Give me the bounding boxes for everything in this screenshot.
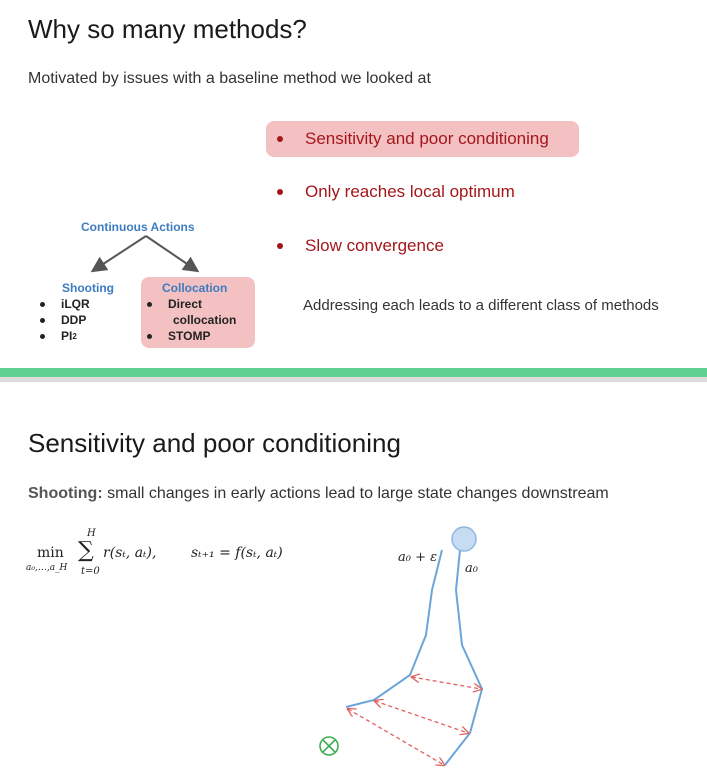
trajectory-nominal	[445, 550, 482, 765]
equation-sum-top: H	[87, 528, 96, 539]
slide2-title: Sensitivity and poor conditioning	[28, 428, 401, 458]
equation-min: min	[37, 545, 64, 561]
bullet-item-sensitivity	[277, 129, 549, 149]
bullet-dot-icon	[40, 302, 45, 307]
tree-shooting-item: PI 2	[40, 329, 77, 343]
label-nominal-action: a₀	[465, 561, 478, 576]
bullet-dot-icon	[40, 318, 45, 323]
slide2-body	[28, 485, 609, 503]
bullet-item-local-optimum	[277, 182, 515, 202]
goal-icon	[320, 737, 338, 755]
slide1-title: Why so many methods?	[28, 14, 307, 44]
bullet-dot-icon	[147, 302, 152, 307]
bullet-label: Sensitivity and poor conditioning	[305, 129, 549, 148]
bullet-dot-icon	[277, 243, 283, 249]
tree-branches	[80, 232, 210, 276]
tree-root-label: Continuous Actions	[81, 220, 195, 234]
tree-shooting-item: DDP	[40, 313, 86, 327]
bullet-dot-icon	[277, 189, 283, 195]
tree-branch-right	[146, 236, 196, 270]
slide2-body-rest: small changes in early actions lead to large state changes downstream	[102, 485, 609, 502]
start-state-icon	[452, 527, 476, 551]
trajectory-perturbed	[346, 550, 442, 707]
tree-collocation-label: Collocation	[162, 281, 228, 295]
tree-collocation-item: STOMP	[147, 329, 210, 343]
slide1-note: Addressing each leads to a different class of methods	[303, 297, 659, 314]
slide1-subtitle: Motivated by issues with a baseline method we looked at	[28, 70, 431, 87]
bullet-label: Slow convergence	[305, 236, 444, 255]
trajectory-diagram	[300, 515, 520, 778]
tree-shooting-item: iLQR	[40, 297, 90, 311]
divergence-arrow	[375, 701, 468, 733]
equation-sum-bottom: t=0	[81, 566, 100, 577]
tree-branch-left	[94, 236, 146, 270]
divergence-arrow	[412, 677, 481, 689]
bullet-dot-icon	[40, 334, 45, 339]
equation-dynamics: sₜ₊₁ = f(sₜ, aₜ)	[191, 545, 283, 561]
sigma-icon: ∑	[78, 538, 94, 563]
divergence-arrow	[348, 709, 444, 765]
slide-divider	[0, 368, 707, 377]
equation-min-subscript: a₀,…,a_H	[26, 563, 68, 573]
bullet-item-slow-convergence	[277, 236, 444, 256]
label-perturbed-action: a₀ + ε	[398, 550, 438, 565]
tree-collocation-item-cont: collocation	[173, 313, 237, 327]
slide2-body-bold: Shooting:	[28, 485, 103, 502]
equation-reward: r(sₜ, aₜ),	[103, 545, 157, 561]
tree-collocation-item: Direct	[147, 297, 202, 311]
bullet-dot-icon	[277, 136, 283, 142]
bullet-label: Only reaches local optimum	[305, 182, 515, 201]
tree-shooting-label: Shooting	[62, 281, 114, 295]
bullet-dot-icon	[147, 334, 152, 339]
slide-divider-shadow	[0, 377, 707, 382]
